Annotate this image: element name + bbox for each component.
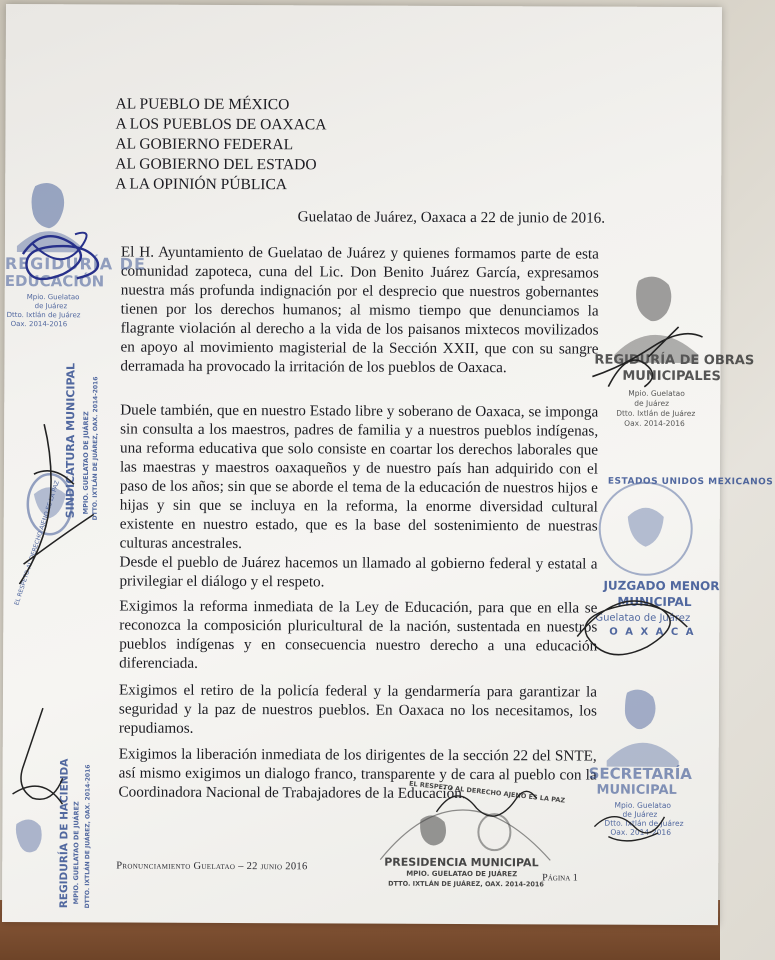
stamp-line: MPIO. GUELATAO DE JUÁREZ <box>406 869 518 879</box>
stamp-line: ESTADOS UNIDOS MEXICANOS <box>607 476 774 488</box>
stamp-line: Dtto. Ixtlán de Juárez <box>6 311 81 320</box>
stamp-line: Guelatao de Juárez <box>595 612 691 624</box>
page-number: Página 1 <box>542 872 578 884</box>
stamp-line: Mpio. Guelatao <box>26 293 80 302</box>
stamp-line: SECRETARÍA <box>588 764 692 784</box>
juarez-portrait-icon <box>583 687 723 768</box>
dateline: Guelatao de Juárez, Oaxaca a 22 de junio de 2016. <box>297 208 606 227</box>
paragraph-3: Desde el pueblo de Juárez hacemos un llamado al gobierno federal y estatal a privilegiar el diálogo y el respeto. <box>119 553 598 591</box>
stamp-line: Dtto. Ixtlán de Juárez <box>616 408 696 419</box>
signature-scribble <box>567 566 720 677</box>
stamp-line: Oax. 2014-2016 <box>10 320 68 329</box>
signature-scribble <box>13 224 103 294</box>
stamp-line: MUNICIPALES <box>622 368 721 385</box>
stamp-line: Mpio. Guelatao <box>628 388 685 398</box>
addressee-line: A LOS PUEBLOS DE OAXACA <box>115 115 327 134</box>
footer-title: Pronunciamiento Guelatao – 22 junio 2016 <box>116 860 308 873</box>
stamp-line: PRESIDENCIA MUNICIPAL <box>384 855 539 870</box>
stamp-line: EL RESPETO AL DERECHO AJENO ES LA PAZ <box>13 479 61 607</box>
signature-scribble <box>432 782 542 822</box>
signature-scribble <box>588 797 688 857</box>
stamp-line: REGIDURÍA DE HACIENDA <box>58 758 71 909</box>
signature-scribble <box>588 317 718 398</box>
stamp-line: MUNICIPAL <box>617 594 692 609</box>
paragraph-2: Duele también, que en nuestro Estado libre y soberano de Oaxaca, se imponga sin consulta a los maestros, padres de familia y a nuestros pueblos indígenas, una reforma educativa que solo consiste en coartar los derechos laborales que las maestras y maestros oaxaqueños y de nuestro país han adquirido con el paso de los años; sin que se aborde el tema de la educación de nuestros hijos e hijas y sin que se incluya en la reforma, la enorme diversidad cultural existente en nuestro estado, que es la base del sostenimiento de nuestras culturas ancestrales. <box>119 401 599 553</box>
addressee-line: A LA OPINIÓN PÚBLICA <box>115 175 288 194</box>
addressee-block <box>115 94 595 196</box>
stamp-line: MPIO. GUELATAO DE JUÁREZ <box>81 411 91 515</box>
paragraph-4: Exigimos la reforma inmediata de la Ley de Educación, para que en ella se reconozca la composición pluricultural de la nación, sustentada en nuestros pueblos indígenas y en consecuencia nuestro derecho a una educación diferenciada. <box>119 597 598 672</box>
stamp-line: DTTO. IXTLÁN DE JUÁREZ, OAX. 2014-2016 <box>388 879 544 889</box>
stamp-line: de Juárez <box>634 398 670 408</box>
paragraph-6: Exigimos la liberación inmediata de los dirigentes de la sección 22 del SNTE, así mismo exigimos un dialogo franco, transparente y de cara al pueblo con la Coordinadora Nacional de Trabajadores de la Educación. <box>118 745 597 803</box>
stamp-line: JUZGADO MENOR <box>603 578 720 594</box>
addressee-line: AL GOBIERNO FEDERAL <box>115 135 294 154</box>
stamp-line: REGIDURÍA DE OBRAS <box>594 352 755 369</box>
stamp-line: Dtto. Ixtlán de Juárez <box>604 818 684 828</box>
stamp-line: EL RESPETO AL DERECHO AJENO ES LA PAZ <box>408 779 566 805</box>
stamp-line: SINDICATURA MUNICIPAL <box>63 362 78 519</box>
stamp-line: REGIDURÍA DE <box>4 253 146 274</box>
document-page <box>2 4 774 925</box>
addressee-line: AL PUEBLO DE MÉXICO <box>115 95 290 114</box>
stamp-line: DTTO. IXTLÁN DE JUÁREZ, OAX. 2014-2016 <box>91 376 100 521</box>
paragraph-1: El H. Ayuntamiento de Guelatao de Juárez y quienes formamos parte de esta comunidad zapoteca, cuna del Lic. Don Benito Juárez García, expresamos nuestra más profunda indignación por el desprecio que nuestros gobernantes tienen por los derechos humanos; al mismo tiempo que denunciamos la flagrante violación al derecho a la vida de los paisanos mixtecos movilizados en apoyo al movimiento magisterial de la Sección XXII, que con su sangre derramada ha provocado la irritación de los pueblos de Oaxaca. <box>120 243 599 377</box>
stamp-line: MUNICIPAL <box>596 782 677 798</box>
stamp-line: DTTO. IXTLÁN DE JUÁREZ, OAX. 2014-2016 <box>84 764 92 909</box>
stamp-line: Oax. 2014-2016 <box>610 827 672 837</box>
stamp-line: de Juárez <box>34 302 68 311</box>
signature-scribble <box>2 704 83 824</box>
addressee-line: AL GOBIERNO DEL ESTADO <box>115 155 317 174</box>
stamp-line: Mpio. Guelatao <box>614 800 672 810</box>
paragraph-5: Exigimos el retiro de la policía federal y la gendarmería para garantizar la seguridad y la paz de nuestros pueblos. En Oaxaca no los necesitamos, los repudiamos. <box>118 681 598 737</box>
stamp-line: Oax. 2014-2016 <box>624 418 685 428</box>
stamp-line: MPIO. GUELATAO DE JUÁREZ <box>72 801 81 905</box>
stamp-line: de Juárez <box>622 809 658 819</box>
stamp-line: O A X A C A <box>609 626 696 639</box>
stamp-line: EDUCACIÓN <box>4 271 105 291</box>
signature-scribble <box>3 414 114 614</box>
